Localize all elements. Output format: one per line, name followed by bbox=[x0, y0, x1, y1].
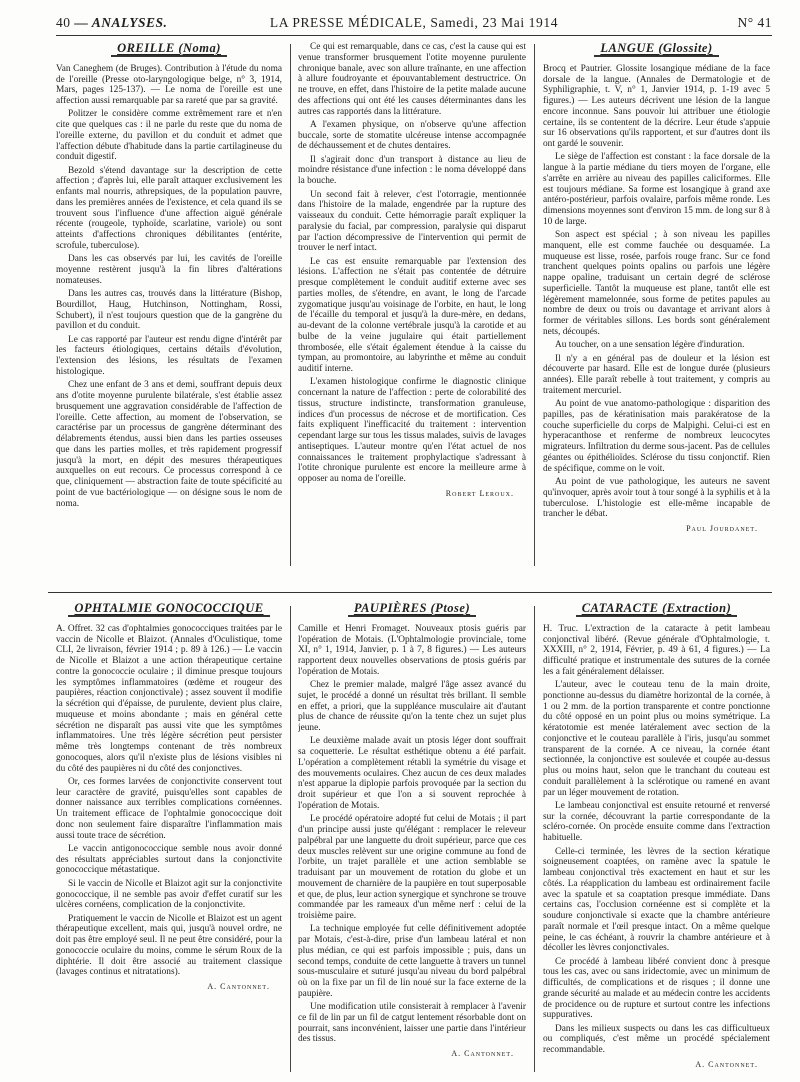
paragraph: Dans les cas observés par lui, les cavités de l'oreille moyenne restèrent jusqu'à la fin libres d'altérations nomateuses. bbox=[56, 254, 282, 286]
section-heading-cataracte bbox=[543, 602, 770, 617]
signature-oreille: Robert Leroux. bbox=[445, 488, 514, 498]
section-heading-paupieres bbox=[298, 602, 526, 617]
column-divider bbox=[290, 606, 291, 1072]
journal-title: LA PRESSE MÉDICALE, Samedi, 23 Mai 1914 bbox=[269, 15, 559, 30]
paragraph: A. Offret. 32 cas d'ophtalmies gonococciques traitées par le vaccin de Nicolle et Blaizot. (Annales d'Oculistique, tome CLI, 2e livraison, février 1914 ; p. 89 à 126.) — Le vaccin de Nicolle et Blaizot a une action thérapeutique certaine contre la gonococcie oculaire ; il diminue presque toujours les symptômes inflammatoires (œdème et rougeur des paupières, réaction conjonctivale) ; assez souvent il modifie la sécrétion qui d'épaisse, de purulente, devient plus claire, muqueuse et moins abondante ; mais en général cette sécrétion ne disparaît pas aussi vite que les symptômes inflammatoires. Une très légère sécrétion peut persister même très longtemps contenant de très nombreux gonocoques, alors qu'il n'existe plus de lésions visibles ni du côté des paupières ni du côté des conjonctives. bbox=[56, 623, 282, 774]
paragraph: Van Caneghem (de Bruges). Contribution à l'étude du noma de l'oreille (Presse oto-laryngologique belge, n° 3, 1914, Mars, pages 125-137). — Le noma de l'oreille est une affection aussi remarquable par sa rareté que par sa gravité. bbox=[56, 63, 282, 106]
column-paupieres bbox=[298, 600, 526, 1080]
column-oreille-1 bbox=[56, 40, 282, 592]
section-name: — ANALYSES. bbox=[74, 15, 168, 30]
paragraph: Ce qui est remarquable, dans ce cas, c'est la cause qui est venue transformer brusquement l'otite moyenne purulente chronique banale, avec son allure traînante, en une affection à allure foudroyante et épouvantablement destructrice. On ne trouve, en effet, dans l'histoire de la petite malade aucune des affections qui ont été les causes déterminantes dans les autres cas rapportés dans la littérature. bbox=[298, 42, 526, 117]
paragraph: Chez le premier malade, malgré l'âge assez avancé du sujet, le procédé a donné un résultat très brillant. Il semble en effet, a priori, que la suppléance musculaire ait d'autant plus de chance de réussite qu'on la tente chez un sujet plus jeune. bbox=[298, 680, 526, 734]
signature-ophtalmie: A. Cantonnet. bbox=[207, 982, 270, 992]
column-divider bbox=[534, 44, 535, 566]
heading-text: CATARACTE (Extraction) bbox=[576, 602, 738, 617]
paragraph: Le cas rapporté par l'auteur est rendu digne d'intérêt par les facteurs étiologiques, certains détails d'évolution, l'extension des lésions, les résultats de l'examen histologique. bbox=[56, 334, 282, 377]
paragraph: Une modification utile consisterait à remplacer à l'avenir ce fil de lin par un fil de catgut lentement résorbable dont on pourrait, sans inconvénient, laisser une partie dans l'intérieur des tissus. bbox=[298, 1002, 526, 1045]
paragraph: Son aspect est spécial ; à son niveau les papilles manquent, elle est comme fauchée ou desquamée. La muqueuse est lisse, rosée, parfois rouge franc. Sur ce fond tranchent quelques points opalins ou parfois une légère nappe opaline, traduisant un certain degré de sclérose superficielle. Tantôt la muqueuse est plane, tantôt elle est légèrement mamelonnée, sous forme de petites papules au nombre de deux ou trois ou davantage et arrivant alors à former de véritables sillons. Les bords sont généralement nets, découpés. bbox=[543, 230, 770, 337]
paragraph: Au point de vue pathologique, les auteurs ne savent qu'invoquer, après avoir tout à tour songé à la syphilis et à la tuberculose. L'histologie est elle-même incapable de trancher le débat. bbox=[543, 477, 770, 520]
oreille-paragraphs-cont bbox=[298, 42, 526, 485]
column-ophtalmie bbox=[56, 600, 282, 1080]
ophtalmie-paragraphs bbox=[56, 624, 282, 978]
heading-text: LANGUE (Glossite) bbox=[594, 42, 718, 57]
paragraph: Il n'y a en général pas de douleur et la lésion est découverte par hasard. Elle est de longue durée (plusieurs années). Elle paraît rebelle à tout traitement, y compris au traitement mercuriel. bbox=[543, 353, 770, 396]
heading-text: OPHTALMIE GONOCOCCIQUE bbox=[68, 602, 269, 617]
signature-cataracte: A. Cantonnet. bbox=[695, 1059, 758, 1069]
column-langue bbox=[543, 40, 770, 592]
paragraph: Au point de vue anatomo-pathologique : disparition des papilles, pas de kératinisation mais parakératose de la couche superficielle du corps de Malpighi. Celui-ci est en hyperacanthose et renferme de nombreux leucocytes migrateurs. Infiltration du derme sous-jacent. Pas de cellules géantes ou épithélioïdes. Sclérose du tissu conjonctif. Rien de spécifique, comme on le voit. bbox=[543, 399, 770, 474]
paragraph: Le cas est ensuite remarquable par l'extension des lésions. L'affection ne s'était pas contentée de détruire presque complètement le conduit auditif externe avec ses parties molles, de s'étendre, en avant, le long de l'arcade zygomatique jusqu'au voisinage de l'orbite, en haut, le long de l'écaille du temporal et jusqu'à la dure-mère, en dedans, au-devant de la colonne vertébrale jusqu'à la carotide et au bulbe de la veine jugulaire qui était partiellement thrombosée, elle s'était également étendue à la caisse du tympan, au promontoire, au labyrinthe et même au conduit auditif interne. bbox=[298, 256, 526, 375]
page-number: 40 bbox=[56, 15, 71, 30]
page-header bbox=[56, 15, 772, 36]
signature-paupieres: A. Cantonnet. bbox=[451, 1049, 514, 1059]
section-heading-oreille bbox=[56, 42, 282, 57]
paragraph: H. Truc. L'extraction de la cataracte à petit lambeau conjonctival libéré. (Revue générale d'Ophtalmologie, t. XXXIII, n° 2, 1914, Février, p. 49 à 61, 4 figures.) — La difficulté pratique et instrumentale des sutures de la cornée les a fait généralement délaisser. bbox=[543, 623, 770, 677]
paragraph: Brocq et Pautrier. Glossite losangique médiane de la face dorsale de la langue. (Annales de Dermatologie et de Syphiligraphie, t. V, n° 1, Janvier 1914, p. 1-19 avec 5 figures.) — Les auteurs décrivent une lésion de la langue encore inconnue. Sans pouvoir lui attribuer une étiologie certaine, ils se contentent de la décrire. Leur étude s'appuie sur 16 observations qu'ils rapportent, et sur d'autres dont ils ont gardé le souvenir. bbox=[543, 63, 770, 149]
oreille-paragraphs bbox=[56, 64, 282, 510]
paragraph: L'examen histologique confirme le diagnostic clinique concernant la nature de l'affection : perte de colorabilité des tissus, structure indistincte, transformation granuleuse, indices d'un processus de nécrose et de mortification. Ces faits expliquent l'inefficacité du traitement : intervention cependant large sur tous les tissus malades, suivis de lavages antiseptiques. L'auteur montre qu'en l'état actuel de nos connaissances le traitement prophylactique s'adressant à l'otite chronique purulente est encore la meilleure arme à opposer au noma de l'oreille. bbox=[298, 377, 526, 485]
paragraph: Si le vaccin de Nicolle et Blaizot agit sur la conjonctivite gonococcique, il ne semble pas avoir d'effet curatif sur les ulcères cornéens, complication de la conjonctivite. bbox=[56, 878, 282, 911]
paragraph: Au toucher, on a une sensation légère d'induration. bbox=[555, 340, 745, 351]
paragraph: A l'examen physique, on n'observe qu'une affection buccale, sorte de stomatite ulcéreuse intense accompagnée de déchaussement et de chutes dentaires. bbox=[298, 119, 526, 152]
column-cataracte bbox=[543, 600, 770, 1080]
column-oreille-2 bbox=[298, 42, 526, 572]
paragraph: Le siège de l'affection est constant : la face dorsale de la langue à la partie médiane du tiers moyen de l'organe, elle s'arrête en arrière au niveau des papilles caliciformes. Elle est toujours médiane. Sa forme est losangique à grand axe antéro-postérieur, parfois ovalaire, parfois même ronde. Les dimensions moyennes sont d'environ 15 mm. de long sur 8 à 10 de large. bbox=[543, 152, 770, 227]
paragraph: Or, ces formes larvées de conjonctivite conservent tout leur caractère de gravité, puisqu'elles sont capables de donner naissance aux terribles complications cornéennes. Un traitement efficace de l'ophtalmie gonococcique doit donc non seulement faire disparaître l'inflammation mais aussi toute trace de sécrétion. bbox=[56, 776, 282, 841]
paragraph: Un second fait à relever, c'est l'otorragie, mentionnée dans l'histoire de la malade, engendrée par la rupture des vaisseaux du conduit. Cette hémorragie paraît expliquer la paralysie du facial, par compression, paralysie qui disparut par l'action décompressive de l'intervention qui permit de trouver le nerf intact. bbox=[298, 189, 526, 254]
paragraph: Celle-ci terminée, les lèvres de la section kératique soigneusement coaptées, on ramène avec la spatule le lambeau conjonctival très exactement en haut et sur les côtés. La réapplication du lambeau est ordinairement facile avec la spatule et sa coaptation presque immédiate. Dans certains cas, l'occlusion cornéenne est si complète et la soudure conjonctivale si exacte que la chambre antérieure paraît normale et l'œil presque intact. On a même quelque peine, le cas échéant, à rouvrir la chambre antérieure et à décoller les lèvres conjonctivales. bbox=[543, 846, 770, 954]
paragraph: La technique employée fut celle définitivement adoptée par Motais, c'est-à-dire, prise d'un lambeau latéral et non plus médian, ce qui est parfois impossible ; puis, dans un second temps, conduite de cette languette à travers un tunnel sous-musculaire et suturé jusqu'au niveau du bord palpébral où on la fixe par un fil de lin noué sur la face externe de la paupière. bbox=[298, 924, 526, 999]
column-divider bbox=[290, 44, 291, 566]
heading-text: PAUPIÈRES (Ptose) bbox=[348, 602, 476, 617]
paragraph: Le vaccin antigonococcique semble nous avoir donné des résultats appréciables surtout dans la conjonctivite gonococcique métastatique. bbox=[56, 843, 282, 876]
paupieres-paragraphs bbox=[298, 624, 526, 1045]
paragraph: Politzer le considère comme extrêmement rare et n'en cite que quelques cas : il ne parle du reste que du noma de l'oreille externe, du pavillon et du conduit et admet que l'affection débute d'habitude dans la partie cartilagineuse du conduit digestif. bbox=[56, 109, 282, 163]
signature-langue: Paul Jourdanet. bbox=[686, 524, 758, 534]
langue-paragraphs bbox=[543, 64, 770, 520]
section-heading-langue bbox=[543, 42, 770, 57]
column-divider bbox=[534, 606, 535, 1072]
section-separator bbox=[48, 592, 772, 593]
paragraph: Il s'agirait donc d'un transport à distance au lieu de moindre résistance d'une infection : le noma développé dans la bouche. bbox=[298, 154, 526, 187]
paragraph: Le lambeau conjonctival est ensuite retourné et renversé sur la cornée, découvrant la partie correspondante de la scléro-cornée. On procède ensuite comme dans l'extraction habituelle. bbox=[543, 800, 770, 844]
issue-number: N° 41 bbox=[737, 15, 772, 30]
paragraph: Le procédé opératoire adopté fut celui de Motais ; il part d'un principe aussi juste qu'élégant : remplacer le releveur palpébral par une languette du droit supérieur, parce que ces deux muscles relèvent sur une origine commune au fond de l'orbite, un trajet parallèle et une action semblable se traduisant par un mouvement de rotation du globe et un mouvement de charnière de la paupière en tout superposable et que, de plus, leur action synergique et synchrone se trouve commandée par les rameaux d'un même nerf : celui de la troisième paire. bbox=[298, 814, 526, 922]
paragraph: Camille et Henri Fromaget. Nouveaux ptosis guéris par l'opération de Motais. (L'Ophtalmologie provinciale, tome XI, n° 1, 1914, Janvier, p. 1 à 7, 8 figures.) — Les auteurs rapportent deux nouvelles observations de ptosis guéris par l'opération de Motais. bbox=[298, 623, 526, 677]
paragraph: Dans les milieux suspects ou dans les cas difficultueux ou compliqués, c'est même un procédé spécialement recommandable. bbox=[543, 1023, 770, 1056]
paragraph: L'auteur, avec le couteau tenu de la main droite, ponctionne au-dessus du diamètre horizontal de la cornée, à 1 ou 2 mm. de la portion transparente et contre ponctionne du côté opposé en un point plus ou moins symétrique. La kératotomie est menée latéralement avec section de la conjonctive et le couteau parallèle à l'iris, jusqu'au sommet transparent de la cornée. A ce niveau, la cornée étant sectionnée, la conjonctive est soulevée et coupée au-dessus plus ou moins haut, selon que le tranchant du couteau est conduit parallèlement à la sclérotique ou ramené en avant par un léger mouvement de rotation. bbox=[543, 680, 770, 798]
cataracte-paragraphs bbox=[543, 624, 770, 1056]
heading-text: OREILLE (Noma) bbox=[111, 42, 227, 57]
paragraph: Le deuxième malade avait un ptosis léger dont souffrait sa coquetterie. Le résultat esthétique obtenu a été parfait. L'opération a complètement rétabli la symétrie du visage et des mouvements oculaires. Chez aucun de ces deux malades n'est apparue la diplopie parfois provoquée par la section du droit supérieur et que l'on a si souvent reprochée à l'opération de Motais. bbox=[298, 736, 526, 811]
paragraph: Chez une enfant de 3 ans et demi, souffrant depuis deux ans d'otite moyenne purulente bilatérale, s'est établie assez brusquement une aggravation considérable de l'affection de l'oreille. Cette affection, au moment de l'observation, se caractérise par un processus de gangrène déterminant des délabrements étendus, aussi bien dans les parties osseuses que dans les parties molles, et très rapidement progressif jusqu'à la mort, en dépit des mesures thérapeutiques auxquelles on eut recours. Ce processus correspond à ce que, cliniquement — abstraction faite de toute spécificité au point de vue bactériologique — on désigne sous le nom de noma. bbox=[56, 380, 282, 509]
section-heading-ophtalmie bbox=[56, 602, 282, 617]
paragraph: Dans les autres cas, trouvés dans la littérature (Bishop, Bourdillot, Haug, Hutchinson, Nottingham, Rossi, Schubert), il n'est toujours question que de la gangrène du pavillon et du conduit. bbox=[56, 289, 282, 332]
paragraph: Ce procédé à lambeau libéré convient donc à presque tous les cas, avec ou sans iridectomie, avec un minimum de difficultés, de complications et de risques ; il donne une grande sécurité au malade et au médecin contre les accidents de procidence ou de rupture et surtout contre les infections suppuratives. bbox=[543, 956, 770, 1021]
paragraph: Pratiquement le vaccin de Nicolle et Blaizot est un agent thérapeutique excellent, mais qui, jusqu'à nouvel ordre, ne doit pas être employé seul. Il ne peut être considéré, pour la gonococcie oculaire du moins, comme le sérum Roux de la diphtérie. Il doit être associé au traitement classique (lavages continus et nitratations). bbox=[56, 913, 282, 978]
paragraph: Bezold s'étend davantage sur la description de cette affection ; d'après lui, elle paraît attaquer exclusivement les enfants mal nourris, athrepsiques, de la population pauvre, dans les premières années de l'existence, et cela quand ils se trouvent sous l'influence d'une affection aiguë générale récente (rougeole, typhoïde, scarlatine, variole) ou sont atteints d'affections chroniques débilitantes (entérite, scrofule, tuberculose). bbox=[56, 165, 282, 251]
